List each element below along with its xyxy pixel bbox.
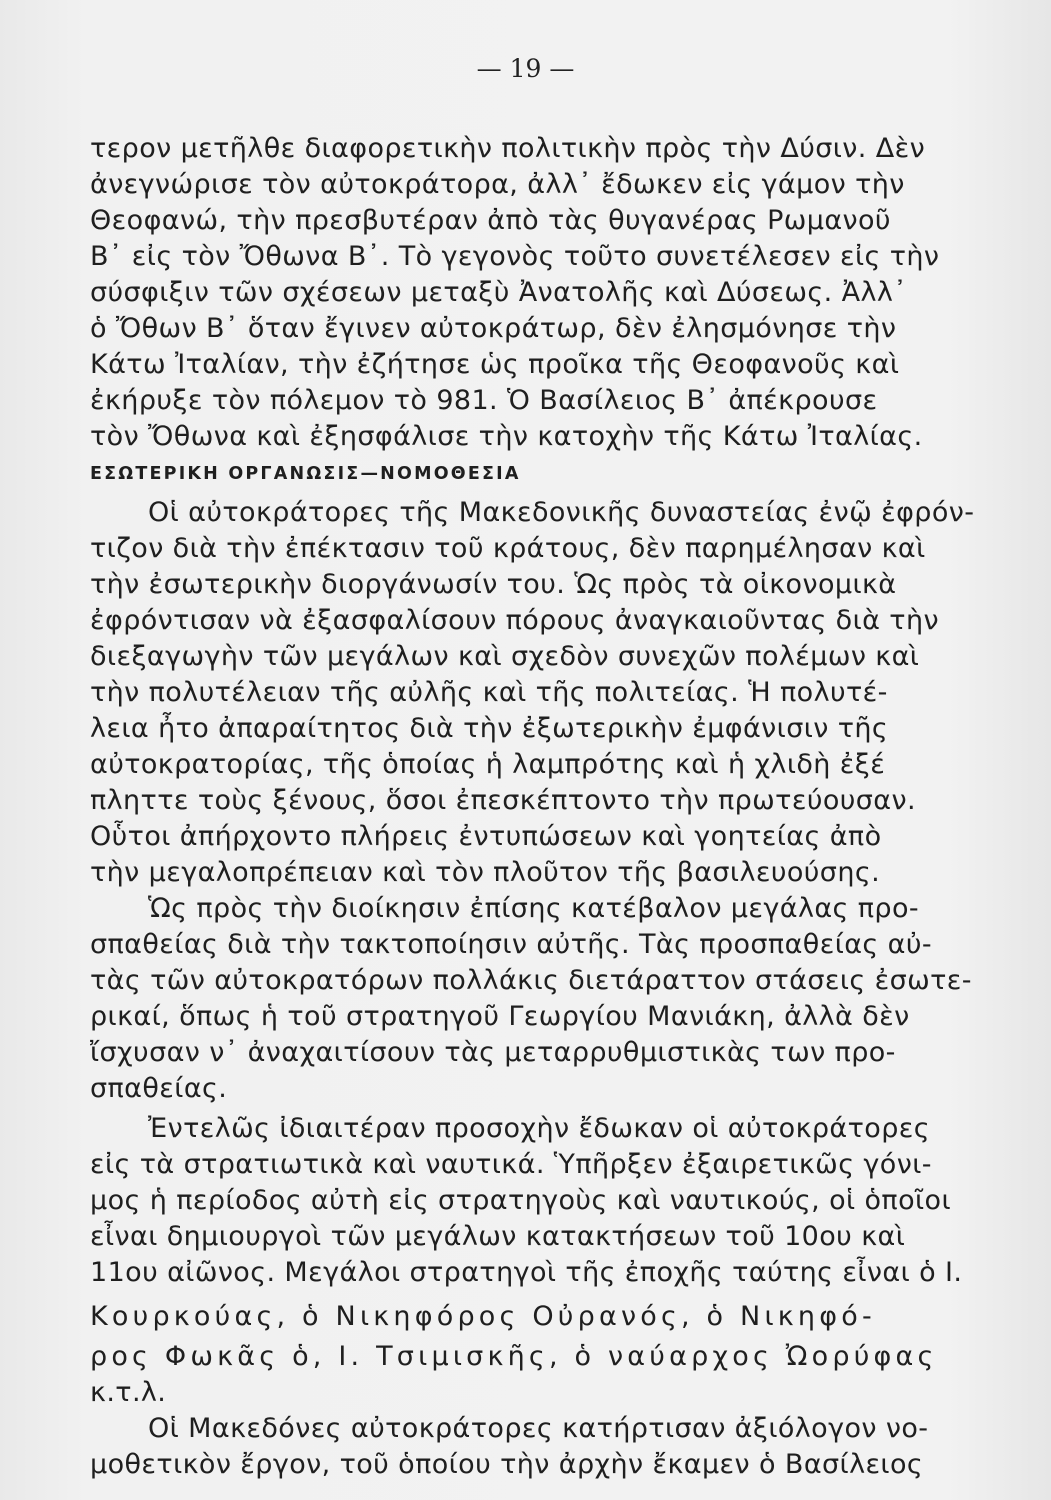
text-line: εἶναι δημιουργοὶ τῶν μεγάλων κατακτήσεων τοῦ 10ου καὶ	[90, 1221, 906, 1252]
text-line: ἴσχυσαν ν᾽ ἀναχαιτίσουν τὰς μεταρρυθμιστικὰς των προ-	[90, 1037, 896, 1068]
text-line: τὴν μεγαλοπρέπειαν καὶ τὸν πλοῦτον τῆς βασιλευούσης.	[90, 857, 881, 888]
text-line: πληττε τοὺς ξένους, ὅσοι ἐπεσκέπτοντο τὴν πρωτεύουσαν.	[90, 785, 916, 816]
text-line: ὁ Ὄθων Β᾽ ὅταν ἔγινεν αὐτοκράτωρ, δὲν ἐλησμόνησε τὴν	[90, 313, 897, 344]
text-line: τερον μετῆλθε διαφορετικὴν πολιτικὴν πρὸς τὴν Δύσιν. Δὲν	[90, 133, 926, 164]
text-line: τὴν πολυτέλειαν τῆς αὐλῆς καὶ τῆς πολιτείας. Ἡ πολυτέ-	[90, 677, 888, 708]
text-line: Β᾽ εἰς τὸν Ὄθωνα Β᾽. Τὸ γεγονὸς τοῦτο συνετέλεσεν εἰς τὴν	[90, 241, 940, 272]
text-line: μοθετικὸν ἔργον, τοῦ ὁποίου τὴν ἀρχὴν ἔκαμεν ὁ Βασίλειος	[90, 1449, 924, 1480]
section-heading: ΕΣΩΤΕΡΙΚΗ ΟΡΓΑΝΩΣΙΣ—ΝΟΜΟΘΕΣΙΑ	[90, 464, 521, 484]
text-line: ἀνεγνώρισε τὸν αὐτοκράτορα, ἀλλ᾽ ἔδωκεν εἰς γάμον τὴν	[90, 169, 905, 200]
text-line: λεια ἦτο ἀπαραίτητος διὰ τὴν ἐξωτερικὴν ἐμφάνισιν τῆς	[90, 713, 889, 744]
text-line: σπαθείας διὰ τὴν τακτοποίησιν αὐτῆς. Τὰς προσπαθείας αὐ-	[90, 929, 933, 960]
page-number: — 19 —	[476, 54, 575, 83]
text-line: διεξαγωγὴν τῶν μεγάλων καὶ σχεδὸν συνεχῶν πολέμων καὶ	[90, 641, 920, 672]
text-line: ἐκήρυξε τὸν πόλεμον τὸ 981. Ὁ Βασίλειος Β᾽ ἀπέκρουσε	[90, 385, 878, 416]
text-line: Θεοφανώ, τὴν πρεσβυτέραν ἀπὸ τὰς θυγανέρας Ρωμανοῦ	[90, 205, 891, 236]
text-line: τὸν Ὄθωνα καὶ ἐξησφάλισε τὴν κατοχὴν τῆς Κάτω Ἰταλίας.	[90, 421, 923, 452]
text-line: Ὡς πρὸς τὴν διοίκησιν ἐπίσης κατέβαλον μεγάλας προ-	[148, 893, 920, 924]
text-line: σπαθείας.	[90, 1073, 228, 1104]
text-line: 11ου αἰῶνος. Μεγάλοι στρατηγοὶ τῆς ἐποχῆς ταύτης εἶναι ὁ Ι.	[90, 1257, 963, 1288]
text-line: μος ἡ περίοδος αὐτὴ εἰς στρατηγοὺς καὶ ναυτικούς, οἱ ὁποῖοι	[90, 1185, 951, 1216]
text-line: Κουρκούας, ὁ Νικηφόρος Οὐρανός, ὁ Νικηφό-	[90, 1301, 876, 1332]
text-line: τὴν ἐσωτερικὴν διοργάνωσίν του. Ὡς πρὸς τὰ οἰκονομικὰ	[90, 569, 897, 600]
text-line: Οὗτοι ἀπήρχοντο πλήρεις ἐντυπώσεων καὶ γοητείας ἀπὸ	[90, 821, 882, 852]
text-line: αὐτοκρατορίας, τῆς ὁποίας ἡ λαμπρότης καὶ ἡ χλιδὴ ἐξέ	[90, 749, 886, 780]
text-line: κ.τ.λ.	[90, 1377, 167, 1408]
text-line: ἐφρόντισαν νὰ ἐξασφαλίσουν πόρους ἀναγκαιοῦντας διὰ τὴν	[90, 605, 939, 636]
text-line: τιζον διὰ τὴν ἐπέκτασιν τοῦ κράτους, δὲν παρημέλησαν καὶ	[90, 533, 926, 564]
text-line: Οἱ αὐτοκράτορες τῆς Μακεδονικῆς δυναστείας ἐνῷ ἐφρόν-	[148, 497, 975, 528]
text-line: ρος Φωκᾶς ὁ, Ι. Τσιμισκῆς, ὁ ναύαρχος Ὠορύφας	[90, 1341, 938, 1372]
text-line: Κάτω Ἰταλίαν, τὴν ἐζήτησε ὡς προῖκα τῆς Θεοφανοῦς καὶ	[90, 349, 900, 380]
text-line: Ἐντελῶς ἰδιαιτέραν προσοχὴν ἔδωκαν οἱ αὐτοκράτορες	[148, 1113, 930, 1144]
text-line: τὰς τῶν αὐτοκρατόρων πολλάκις διετάραττον στάσεις ἐσωτε-	[90, 965, 972, 996]
text-line: ρικαί, ὅπως ἡ τοῦ στρατηγοῦ Γεωργίου Μανιάκη, ἀλλὰ δὲν	[90, 1001, 910, 1032]
text-line: Οἱ Μακεδόνες αὐτοκράτορες κατήρτισαν ἀξιόλογον νο-	[148, 1413, 929, 1444]
text-line: εἰς τὰ στρατιωτικὰ καὶ ναυτικά. Ὑπῆρξεν ἐξαιρετικῶς γόνι-	[90, 1149, 932, 1180]
text-line: σύσφιξιν τῶν σχέσεων μεταξὺ Ἀνατολῆς καὶ Δύσεως. Ἀλλ᾽	[90, 277, 908, 308]
